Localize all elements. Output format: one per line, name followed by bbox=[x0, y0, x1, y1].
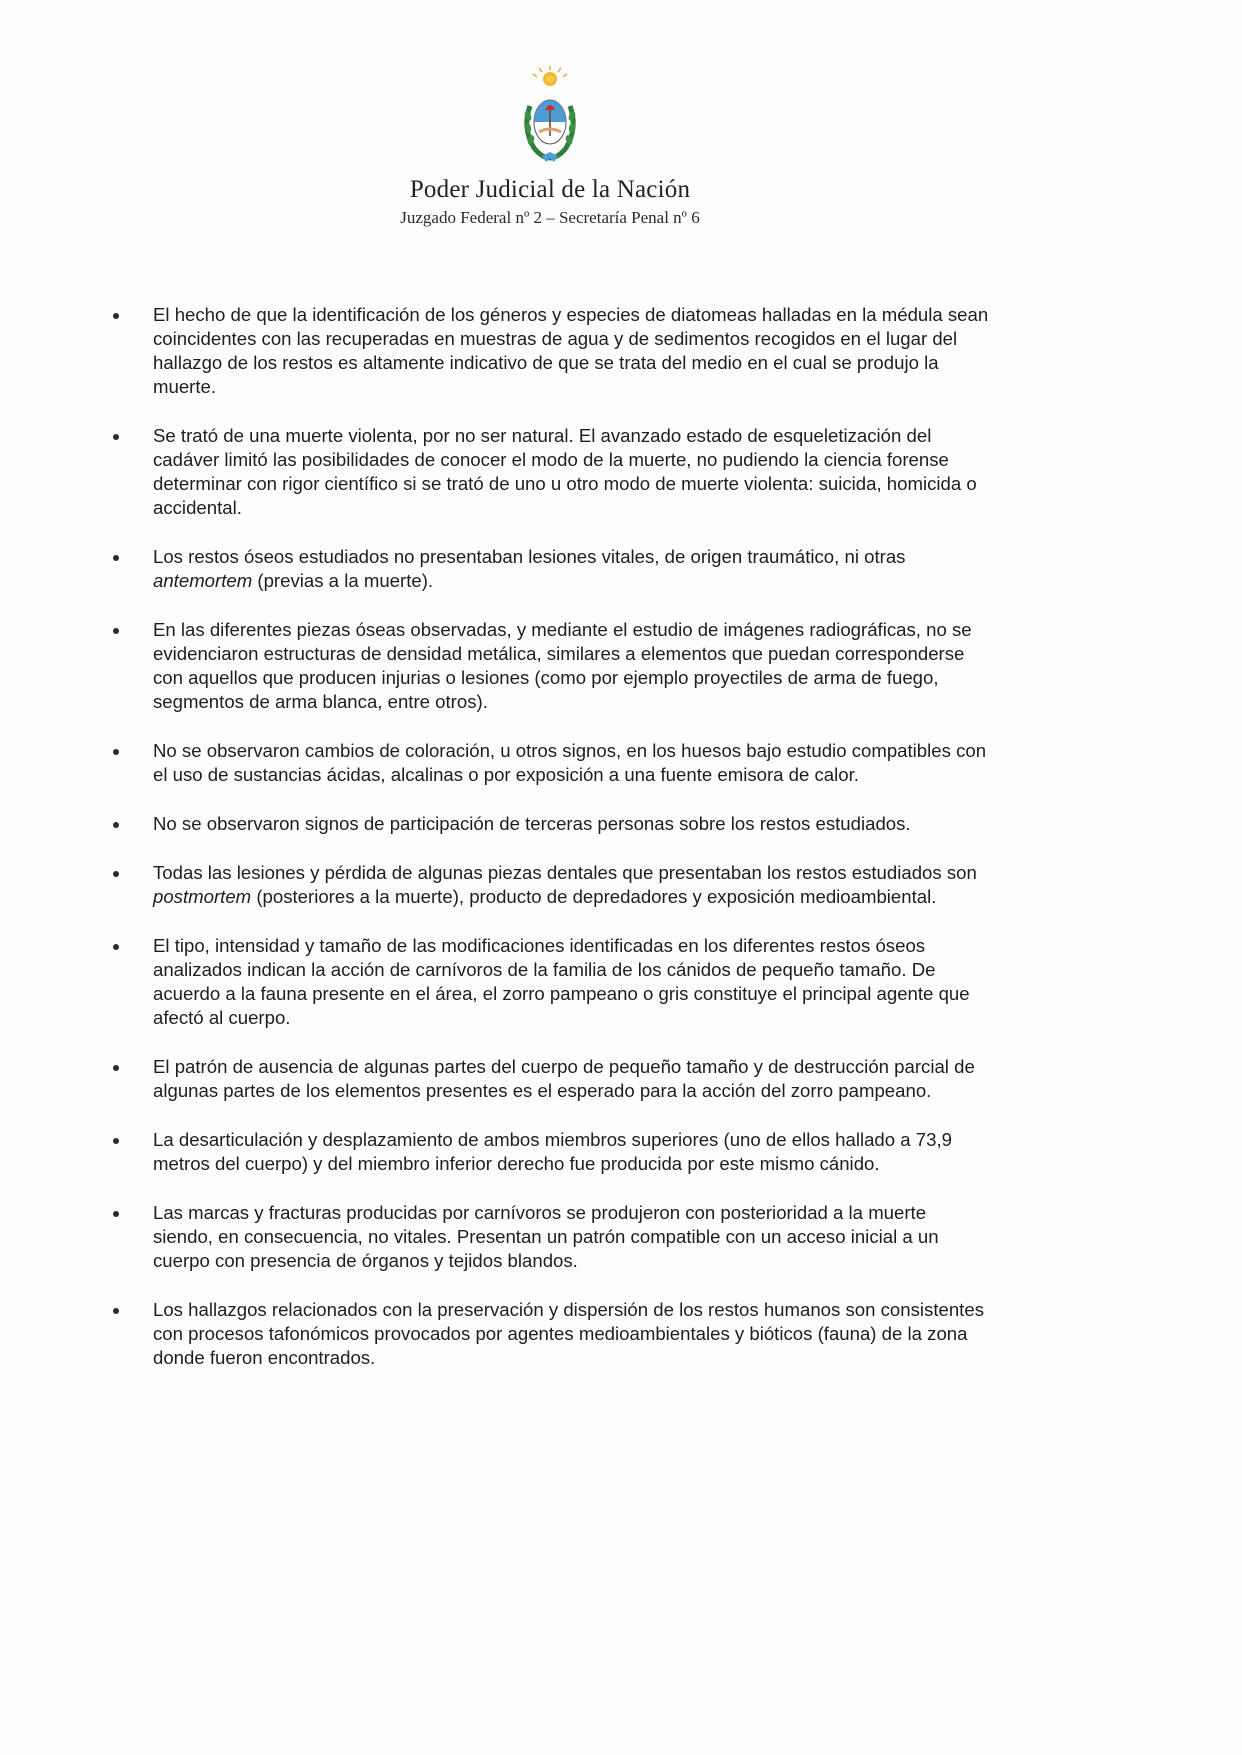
list-item bbox=[110, 618, 990, 714]
list-item bbox=[110, 1055, 990, 1103]
list-item bbox=[110, 1128, 990, 1176]
list-item bbox=[110, 861, 990, 909]
coat-of-arms-icon bbox=[518, 66, 582, 166]
list-item bbox=[110, 812, 990, 836]
list-item-text: No se observaron signos de participación de terceras personas sobre los restos estudiados. bbox=[153, 813, 911, 834]
list-item-text: Los hallazgos relacionados con la preservación y dispersión de los restos humanos son consistentes con procesos tafonómicos provocados por agentes medioambientales y bióticos (fauna) de la zona donde fueron encontrados. bbox=[153, 1299, 984, 1368]
bullet-icon bbox=[113, 1308, 119, 1314]
court-title: Poder Judicial de la Nación bbox=[409, 176, 691, 203]
list-item-text: Todas las lesiones y pérdida de algunas piezas dentales que presentaban los restos estudiados son postmortem (posteriores a la muerte), producto de depredadores y exposición medioambiental. bbox=[153, 862, 977, 907]
court-subtitle: Juzgado Federal nº 2 – Secretaría Penal nº 6 bbox=[400, 208, 700, 227]
findings-list bbox=[110, 303, 990, 1395]
list-item bbox=[110, 739, 990, 787]
list-item-text: La desarticulación y desplazamiento de ambos miembros superiores (uno de ellos hallado a 73,9 metros del cuerpo) y del miembro inferior derecho fue producida por este mismo cánido. bbox=[153, 1129, 952, 1174]
list-item-text: El tipo, intensidad y tamaño de las modificaciones identificadas en los diferentes restos óseos analizados indican la acción de carnívoros de la familia de los cánidos de pequeño tamaño. De acuerdo a la fauna presente en el área, el zorro pampeano o gris constituye el principal agente que afectó al cuerpo. bbox=[153, 935, 970, 1028]
list-item-text: Las marcas y fracturas producidas por carnívoros se produjeron con posterioridad a la muerte siendo, en consecuencia, no vitales. Presentan un patrón compatible con un acceso inicial a un cuerpo con presencia de órganos y tejidos blandos. bbox=[153, 1202, 939, 1271]
list-item bbox=[110, 424, 990, 520]
list-item bbox=[110, 1201, 990, 1273]
list-item-text: Se trató de una muerte violenta, por no ser natural. El avanzado estado de esqueletización del cadáver limitó las posibilidades de conocer el modo de la muerte, no pudiendo la ciencia forense determinar con rigor científico si se trató de uno u otro modo de muerte violenta: suicida, homicida o accidental. bbox=[153, 425, 977, 518]
bullet-icon bbox=[113, 434, 119, 440]
list-item bbox=[110, 934, 990, 1030]
list-item bbox=[110, 1298, 990, 1370]
bullet-icon bbox=[113, 628, 119, 634]
letterhead bbox=[0, 66, 1100, 228]
bullet-icon bbox=[113, 313, 119, 319]
list-item bbox=[110, 303, 990, 399]
list-item bbox=[110, 545, 990, 593]
bullet-icon bbox=[113, 822, 119, 828]
bullet-icon bbox=[113, 749, 119, 755]
list-item-text: No se observaron cambios de coloración, u otros signos, en los huesos bajo estudio compatibles con el uso de sustancias ácidas, alcalinas o por exposición a una fuente emisora de calor. bbox=[153, 740, 987, 785]
list-item-text: El patrón de ausencia de algunas partes del cuerpo de pequeño tamaño y de destrucción parcial de algunas partes de los elementos presentes es el esperado para la acción del zorro pampeano. bbox=[153, 1056, 975, 1101]
bullet-icon bbox=[113, 1065, 119, 1071]
bullet-icon bbox=[113, 871, 119, 877]
bullet-icon bbox=[113, 555, 119, 561]
list-item-text: En las diferentes piezas óseas observadas, y mediante el estudio de imágenes radiográficas, no se evidenciaron estructuras de densidad metálica, similares a elementos que puedan corresponderse con aquellos que producen injurias o lesiones (como por ejemplo proyectiles de arma de fuego, segmentos de arma blanca, entre otros). bbox=[153, 619, 972, 712]
bullet-icon bbox=[113, 1138, 119, 1144]
list-item-text: El hecho de que la identificación de los géneros y especies de diatomeas halladas en la médula sean coincidentes con las recuperadas en muestras de agua y de sedimentos recogidos en el lugar del hallazgo de los restos es altamente indicativo de que se trata del medio en el cual se produjo la muerte. bbox=[153, 304, 989, 397]
bullet-icon bbox=[113, 944, 119, 950]
bullet-icon bbox=[113, 1211, 119, 1217]
list-item-text: Los restos óseos estudiados no presentaban lesiones vitales, de origen traumático, ni otras antemortem (previas a la muerte). bbox=[153, 546, 906, 591]
